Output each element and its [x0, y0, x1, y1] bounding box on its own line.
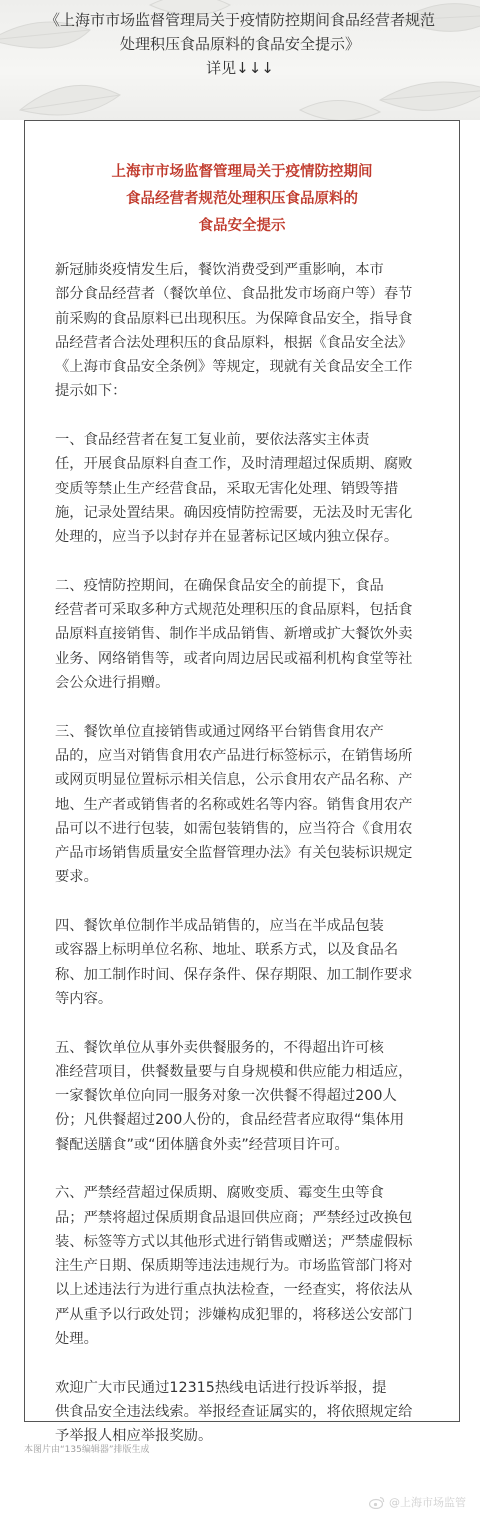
banner-line: 详见↓↓↓: [206, 59, 274, 77]
paragraph-line: 五、餐饮单位从事外卖供餐服务的，不得超出许可核: [55, 1039, 384, 1056]
paragraph-line: 处理的，应当予以封存并在显著标记区域内独立保存。: [55, 529, 399, 546]
paragraph-line: 予举报人相应举报奖励。: [55, 1428, 213, 1445]
weibo-icon: [369, 1496, 385, 1509]
paragraph-line: 品经营者合法处理积压的食品原料，根据《食品安全法》: [55, 334, 413, 351]
paragraph: [55, 1036, 447, 1157]
weibo-watermark: [369, 1494, 466, 1510]
paragraph-line: 六、严禁经营超过保质期、腐败变质、霉变生虫等食: [55, 1185, 384, 1202]
paragraph: [55, 720, 447, 890]
document-body: [55, 258, 447, 1473]
paragraph-line: 一家餐饮单位向同一服务对象一次供餐不得超过200人: [55, 1088, 397, 1105]
editor-credit: 本图片由“135编辑器”排版生成: [24, 1445, 150, 1455]
paragraph-line: 欢迎广大市民通过12315热线电话进行投诉举报，提: [55, 1379, 387, 1396]
paragraph: [55, 914, 447, 1011]
watermark-text: @上海市场监管: [389, 1496, 466, 1509]
notice-card: [24, 120, 460, 1445]
paragraph-line: 业务、网络销售等，或者向周边居民或福利机构食堂等社: [55, 650, 413, 667]
paragraph-line: 餐配送膳食”或“团体膳食外卖”经营项目许可。: [55, 1136, 349, 1153]
paragraph-line: 施，记录处置结果。确因疫情防控需要，无法及时无害化: [55, 504, 413, 521]
banner-line: 《上海市市场监督管理局关于疫情防控期间食品经营者规范: [44, 11, 435, 29]
paragraph-line: 任，开展食品原料自查工作，及时清理超过保质期、腐败: [55, 456, 413, 473]
paragraph-line: 前采购的食品原料已出现积压。为保障食品安全，指导食: [55, 310, 413, 327]
paragraph: [55, 1376, 447, 1449]
paragraph-line: 品的，应当对销售食用农产品进行标签标示，在销售场所: [55, 747, 413, 764]
paragraph-line: 等内容。: [55, 990, 113, 1007]
paragraph-line: 会公众进行捐赠。: [55, 675, 170, 692]
paragraph-line: 品；严禁将超过保质期食品退回供应商；严禁经过改换包: [55, 1209, 413, 1226]
paragraph-line: 或容器上标明单位名称、地址、联系方式，以及食品名: [55, 942, 399, 959]
paragraph-line: 部分食品经营者（餐饮单位、食品批发市场商户等）春节: [55, 286, 413, 303]
paragraph-line: 二、疫情防控期间，在确保食品安全的前提下，食品: [55, 577, 384, 594]
title-line: 上海市市场监督管理局关于疫情防控期间: [111, 164, 373, 180]
paragraph: [55, 258, 447, 404]
paragraph-line: 份；凡供餐超过200人份的，食品经营者应取得“集体用: [55, 1112, 405, 1129]
paragraph-line: 注生产日期、保质期等违法违规行为。市场监管部门将对: [55, 1258, 413, 1275]
paragraph-line: 变质等禁止生产经营食品，采取无害化处理、销毁等措: [55, 480, 399, 497]
paragraph-line: 三、餐饮单位直接销售或通过网络平台销售食用农产: [55, 723, 384, 740]
paragraph-line: 要求。: [55, 869, 98, 886]
paragraph-line: 处理。: [55, 1331, 98, 1348]
paragraph: [55, 1181, 447, 1351]
paragraph-line: 以上述违法行为进行重点执法检查，一经查实，将依法从: [55, 1282, 413, 1299]
document-title: [25, 159, 459, 240]
paragraph-line: 产品市场销售质量安全监督管理办法》有关包装标识规定: [55, 845, 413, 862]
paragraph-line: 四、餐饮单位制作半成品销售的，应当在半成品包装: [55, 918, 384, 935]
paragraph-line: 品原料直接销售、制作半成品销售、新增或扩大餐饮外卖: [55, 626, 413, 643]
paragraph-line: 严从重予以行政处罚；涉嫌构成犯罪的，将移送公安部门: [55, 1306, 413, 1323]
banner-line: 处理积压食品原料的食品安全提示》: [119, 35, 360, 53]
paragraph-line: 品可以不进行包装，如需包装销售的，应当符合《食用农: [55, 820, 413, 837]
paragraph: [55, 428, 447, 549]
paragraph-line: 或网页明显位置标示相关信息，公示食用农产品名称、产: [55, 772, 413, 789]
paragraph-line: 供食品安全违法线索。举报经查证属实的，将依照规定给: [55, 1403, 413, 1420]
paragraph-line: 地、生产者或销售者的名称或姓名等内容。销售食用农产: [55, 796, 413, 813]
paragraph-line: 新冠肺炎疫情发生后，餐饮消费受到严重影响，本市: [55, 262, 384, 278]
paragraph-line: 一、食品经营者在复工复业前，要依法落实主体责: [55, 432, 370, 449]
title-line: 食品安全提示: [198, 218, 286, 234]
top-banner: [0, 0, 480, 120]
paragraph-line: 提示如下：: [55, 383, 127, 400]
paragraph: [55, 574, 447, 695]
paragraph-line: 《上海市食品安全条例》等规定，现就有关食品安全工作: [55, 359, 413, 376]
paragraph-line: 经营者可采取多种方式规范处理积压的食品原料，包括食: [55, 602, 413, 619]
paragraph-line: 装、标签等方式以其他形式进行销售或赠送；严禁虚假标: [55, 1233, 413, 1250]
paragraph-line: 准经营项目，供餐数量要与自身规模和供应能力相适应，: [55, 1063, 413, 1080]
title-line: 食品经营者规范处理积压食品原料的: [126, 191, 358, 207]
paragraph-line: 称、加工制作时间、保存条件、保存期限、加工制作要求: [55, 966, 413, 983]
banner-text: [0, 8, 480, 80]
